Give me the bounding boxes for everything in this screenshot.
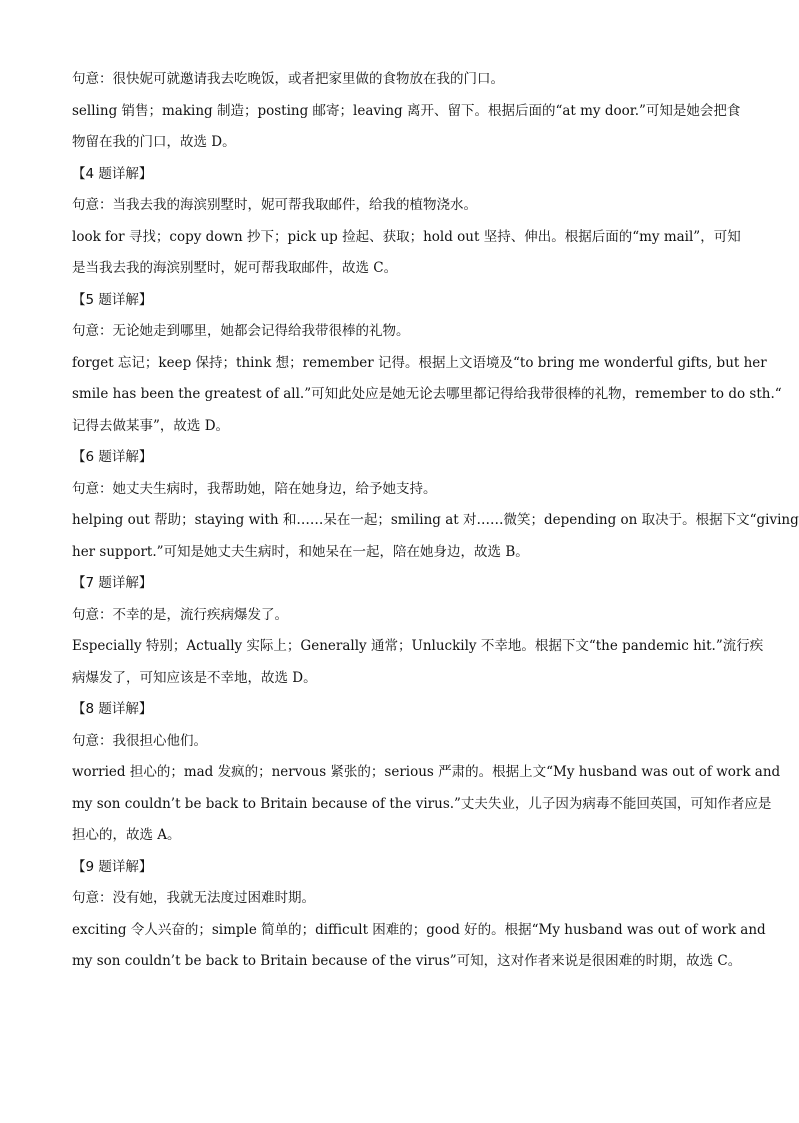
explanation-7-cont: 病爆发了，可知应该是不幸地，故选 D。 bbox=[72, 669, 317, 686]
document-page bbox=[72, 64, 799, 978]
explanation-7: Especially 特别；Actually 实际上；Generally 通常；Unluckily 不幸地。根据下文“the pandemic hit.”流行疾 bbox=[72, 638, 764, 654]
question-8-heading: 【8 题详解】 bbox=[72, 701, 153, 717]
explanation-6: helping out 帮助；staying with 和……呆在一起；smiling at 对……微笑；depending on 取决于。根据下文“giving bbox=[72, 512, 799, 528]
explanation-8-cont: my son couldn’t be back to Britain because of the virus.”丈夫失业，儿子因为病毒不能回英国，可知作者应是 bbox=[72, 795, 772, 812]
sentence-meaning-9: 句意：没有她，我就无法度过困难时期。 bbox=[72, 890, 315, 906]
explanation-6-cont: her support.”可知是她丈夫生病时，和她呆在一起，陪在她身边，故选 B。 bbox=[72, 543, 529, 560]
explanation-5: forget 忘记；keep 保持；think 想；remember 记得。根据上文语境及“to bring me wonderful gifts, but her bbox=[72, 354, 767, 371]
explanation-8-cont-2: 担心的，故选 A。 bbox=[72, 827, 181, 843]
explanation-9-cont: my son couldn’t be back to Britain because of the virus”可知，这对作者来说是很困难的时期，故选 C。 bbox=[72, 953, 742, 969]
sentence-meaning-7: 句意：不幸的是，流行疾病爆发了。 bbox=[72, 606, 288, 623]
sentence-meaning-5: 句意：无论她走到哪里，她都会记得给我带很棒的礼物。 bbox=[72, 323, 410, 339]
sentence-meaning-8: 句意：我很担心他们。 bbox=[72, 732, 207, 749]
question-4-heading: 【4 题详解】 bbox=[72, 165, 153, 182]
sentence-meaning-3: 句意：很快妮可就邀请我去吃晚饭，或者把家里做的食物放在我的门口。 bbox=[72, 71, 504, 87]
question-5-heading: 【5 题详解】 bbox=[72, 291, 153, 308]
explanation-3-cont: 物留在我的门口，故选 D。 bbox=[72, 134, 236, 150]
explanation-4-cont: 是当我去我的海滨别墅时，妮可帮我取邮件，故选 C。 bbox=[72, 260, 398, 276]
question-6-heading: 【6 题详解】 bbox=[72, 449, 153, 465]
question-7-heading: 【7 题详解】 bbox=[72, 575, 153, 591]
sentence-meaning-6: 句意：她丈夫生病时，我帮助她，陪在她身边，给予她支持。 bbox=[72, 480, 437, 497]
explanation-3: selling 销售；making 制造；posting 邮寄；leaving 离开、留下。根据后面的“at my door.”可知是她会把食 bbox=[72, 102, 741, 119]
question-9-heading: 【9 题详解】 bbox=[72, 858, 153, 875]
explanation-9: exciting 令人兴奋的；simple 简单的；difficult 困难的；good 好的。根据“My husband was out of work and bbox=[72, 921, 766, 938]
explanation-8: worried 担心的；mad 发疯的；nervous 紧张的；serious 严肃的。根据上文“My husband was out of work and bbox=[72, 764, 781, 780]
sentence-meaning-4: 句意：当我去我的海滨别墅时，妮可帮我取邮件，给我的植物浇水。 bbox=[72, 197, 477, 213]
explanation-5-cont: smile has been the greatest of all.”可知此处应是她无论去哪里都记得给我带很棒的礼物，remember to do sth.“ bbox=[72, 386, 782, 402]
explanation-5-cont-2: 记得去做某事”，故选 D。 bbox=[72, 417, 230, 434]
explanation-4: look for 寻找；copy down 抄下；pick up 捡起、获取；hold out 坚持、伸出。根据后面的“my mail”，可知 bbox=[72, 228, 741, 245]
